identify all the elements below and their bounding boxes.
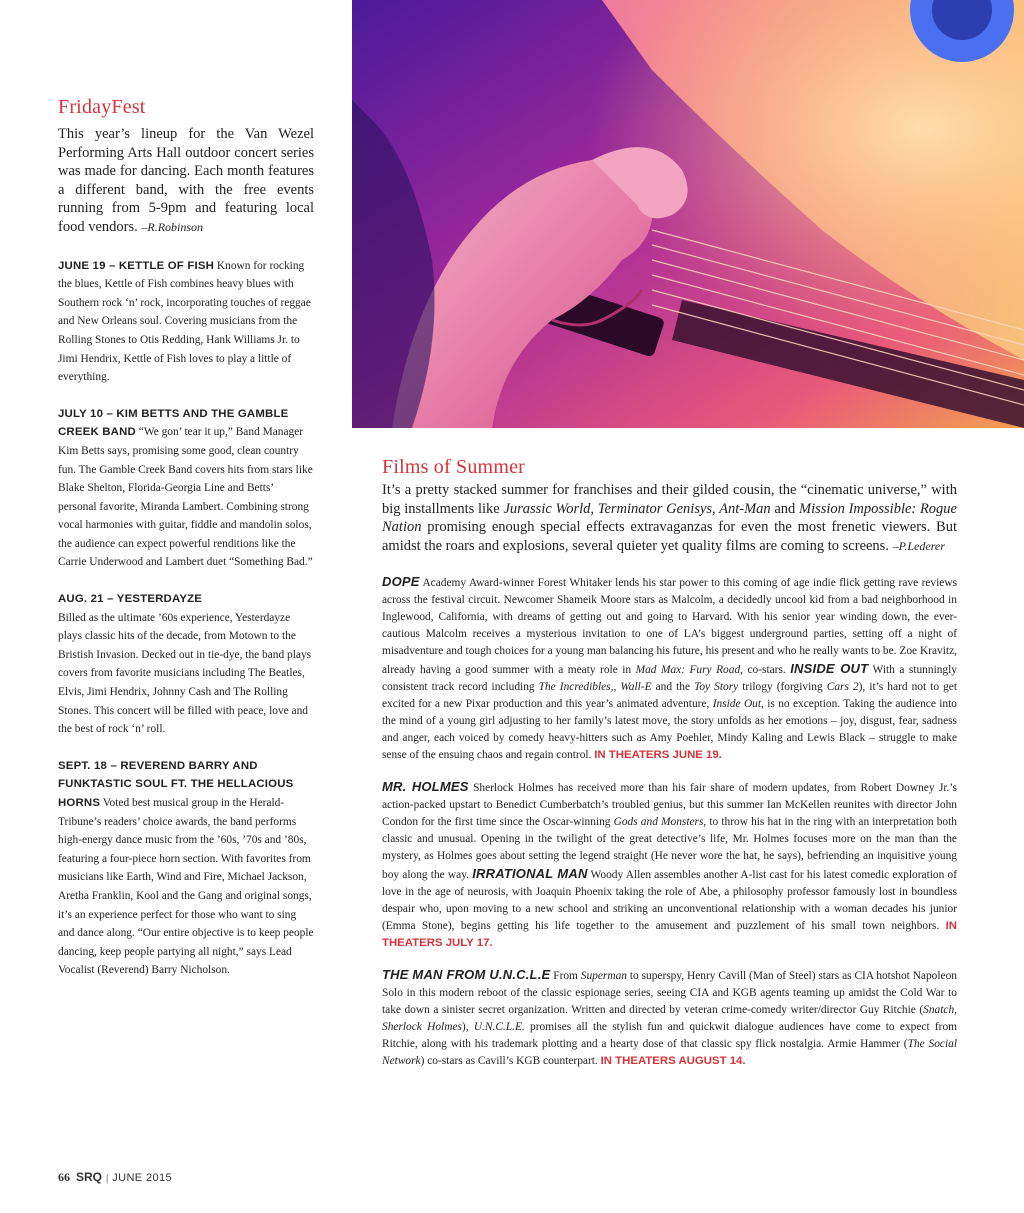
guitar-photo	[352, 0, 1024, 428]
film-text-italic: Gods and Monsters	[613, 816, 704, 829]
films-intro	[382, 481, 957, 555]
film-title-irrational-man: IRRATIONAL MAN	[472, 866, 588, 882]
film-text: From	[550, 970, 581, 983]
film-text: , co-stars.	[740, 664, 791, 677]
event-item	[58, 757, 314, 980]
film-text: With a stunningly consistent track record including	[382, 664, 957, 694]
event-heading: JULY 10 – KIM BETTS AND THE GAMBLE CREEK BAND	[58, 407, 289, 439]
event-text: Billed as the ultimate ’60s experience, Yesterdayze plays classic hits of the decade, from Motown to the Bristish Invasion. Decked out in tie-dye, the band plays covers from favorite musicians including The Beatles, Elvis, Jimi Hendrix, Johnny Cash and The Rolling Stones. This concert will be filled with peace, love and the best of rock ‘n’ roll.	[58, 611, 312, 736]
film-review-holmes-irrational	[382, 778, 957, 952]
film-text-italic: Mad Max: Fury Road	[635, 664, 741, 677]
event-heading: JUNE 19 – KETTLE OF FISH	[58, 259, 215, 272]
films-intro-titles: Jurassic World, Terminator Genisys, Ant-Man	[503, 500, 771, 517]
fridayfest-byline: –R.Robinson	[141, 219, 204, 234]
release-date-inside-out: IN THEATERS JUNE 19.	[594, 749, 722, 762]
film-text-italic: Superman	[580, 970, 627, 983]
film-text-italic: The Incredibles,, Wall-E	[538, 681, 652, 694]
films-intro-text: promising enough special effects extravaganzas for even the most frenetic viewers. But amidst the roars and explosions, several quieter yet quality films are coming to screens.	[382, 519, 957, 554]
event-heading: AUG. 21 – YESTERDAYZE	[58, 593, 203, 606]
event-text: Known for rocking the blues, Kettle of Fish combines heavy blues with Southern rock ‘n’ rock, incorporating touches of reggae and New Orleans soul. Covering musicians from the Rolling Stones to Otis Redding, Hank Williams Jr. to Jimi Hendrix, Kettle of Fish loves to play a little of everything.	[58, 259, 311, 384]
films-byline: –P.Lederer	[892, 538, 945, 553]
event-item	[58, 405, 314, 572]
film-text: , to throw his hat in the ring with an interpretation both classic and unusual. Opening in the twilight of the great detective’s life, Mr. Holmes focuses more on the man than the mystery, as Holmes goes about setting the legend straight (He never wore the hat, he says), befriending an inquisitive young boy along the way.	[382, 816, 957, 882]
event-item	[58, 590, 314, 739]
event-item	[58, 257, 314, 387]
films-title: Films of Summer	[382, 456, 526, 478]
release-date-irrational-man: IN THEATERS JULY 17.	[382, 920, 957, 950]
film-title-dope: DOPE	[382, 574, 420, 590]
film-text-italic: Cars 2	[826, 681, 859, 694]
film-text: Sherlock Holmes has received more than his fair share of modern updates, from Robert Downey Jr.’s action-packed upstart to Benedict Cumberbatch’s troubled genius, but this summer Ian McKellen reunites with director John Condon for the first time since the Oscar-winning	[382, 782, 957, 829]
film-text: , is no exception. Taking the audience into the mind of a young girl adjusting to her family’s latest move, the story unfolds as her emotions – joy, disgust, fear, sadness and anger, each voiced by comedy heavy-hitters such as Amy Poehler, Mindy Kaling and Lewis Black – struggle to make sense of the ensuing chaos and regain control.	[382, 698, 957, 762]
film-text-italic: Snatch, Sherlock Holmes	[382, 1004, 957, 1034]
film-text: promises all the stylish fun and quickwit dialogue audiences have come to expect from Ritchie, along with his trademark plotting and a hearty dose of that classic spy flick nostalgia. Armie Hammer (	[382, 1021, 958, 1051]
event-heading: SEPT. 18 – REVEREND BARRY AND FUNKTASTIC SOUL FT. THE HELLACIOUS HORNS	[58, 759, 294, 809]
films-intro-text: and	[770, 500, 799, 517]
film-title-inside-out: INSIDE OUT	[790, 661, 869, 677]
films-section	[382, 456, 957, 1070]
fridayfest-title: FridayFest	[58, 96, 146, 118]
film-text: Academy Award-winner Forest Whitaker lends his star power to this coming of age indie flick getting rave reviews across the festival circuit. Newcomer Shameik Moore stars as Malcolm, a decidedly uncool kid from a bad neighborhood in Inglewood, California, with dreams of getting out and going to Harvard. With his senior year winding down, the ever-cautious Malcolm receives a mysterious invitation to one of LA’s biggest underground parties, setting off a night of misadventure and tough choices for a young man balancing his future, his present and who he really wants to be. Zoe Kravitz, already having a good summer with a meaty role in	[382, 577, 957, 677]
issue-date: JUNE 2015	[112, 1172, 173, 1184]
film-text: ), it’s hard not to get excited for a new Pixar production and this year’s animated adventure,	[382, 681, 958, 711]
film-text-italic: The Social Network	[382, 1038, 957, 1068]
event-text: Voted best musical group in the Herald-Tribune’s readers’ choice awards, the band performs high-energy dance music from the ’60s, ’70s and ’80s, featuring a four-piece horn section. With favorites from musicians like Earth, Wind and Fire, Michael Jackson, Aretha Franklin, Kool and the Gang and original songs, it’s an experience perfect for those who want to sing and dance along. “Our entire objective is to keep people dancing, keep people partying all night,” says Lead Vocalist (Reverend) Barry Nicholson.	[58, 797, 314, 977]
film-text-italic: Toy Story	[694, 681, 739, 694]
film-text: ) co-stars as Cavill’s KGB counterpart.	[420, 1055, 601, 1068]
film-text: ),	[461, 1021, 474, 1034]
films-intro-titles: Mission Impossible: Rogue Nation	[382, 500, 957, 536]
release-date-man-from-uncle: IN THEATERS AUGUST 14.	[600, 1055, 746, 1068]
footer-separator: |	[106, 1172, 109, 1184]
fridayfest-intro	[58, 125, 314, 237]
film-text-italic: Inside Out	[712, 698, 762, 711]
film-review-dope-inside-out	[382, 573, 957, 764]
page-number: 66	[58, 1170, 70, 1184]
film-title-mr-holmes: MR. HOLMES	[382, 779, 469, 795]
fridayfest-section	[58, 96, 314, 980]
film-text: to superspy, Henry Cavill (Man of Steel) stars as CIA hotshot Napoleon Solo in this modern reboot of the classic espionage series, seeing CIA and KGB agents teaming up amidst the Cold War to take down a sinister secret organization. Written and directed by veteran crime-comedy writer/director Guy Ritchie (	[382, 970, 957, 1017]
event-text: “We gon’ tear it up,” Band Manager Kim Betts says, promising some good, clean country fun. The Gamble Creek Band covers hits from stars like Blake Shelton, Florida-Georgia Line and Betts’ personal favorite, Miranda Lambert. Combining strong vocal harmonies with guitar, fiddle and mandolin solos, the audience can expect powerful renditions like the Carrie Underwood and Lambert duet “Something Bad.”	[58, 426, 313, 569]
fridayfest-intro-text: This year’s lineup for the Van Wezel Performing Arts Hall outdoor concert series was made for dancing. Each month features a different band, with the free events running from 5-9pm and featuring local food vendors.	[58, 126, 314, 235]
page-footer	[58, 1170, 172, 1185]
film-title-man-from-uncle: THE MAN FROM U.N.C.L.E	[382, 967, 551, 983]
guitar-photo-illustration	[352, 0, 1024, 428]
films-intro-text: It’s a pretty stacked summer for franchises and their gilded cousin, the “cinematic universe,” with big installments like	[382, 482, 957, 517]
film-review-uncle	[382, 966, 957, 1070]
film-text: Woody Allen assembles another A-list cast for his latest comedic exploration of love in the age of neurosis, with Joaquin Phoenix taking the role of Abe, a philosophy professor famously lost in boundless despair who, upon moving to a new school and striking an unconventional relationship with a woman decades his junior (Emma Stone), begins getting his life together to the amusement and puzzlement of his small town neighbors.	[382, 869, 957, 933]
film-text-italic: U.N.C.L.E.	[473, 1021, 525, 1034]
magazine-name: SRQ	[76, 1170, 103, 1184]
film-text: and the	[651, 681, 695, 694]
film-text: trilogy (forgiving	[738, 681, 827, 694]
